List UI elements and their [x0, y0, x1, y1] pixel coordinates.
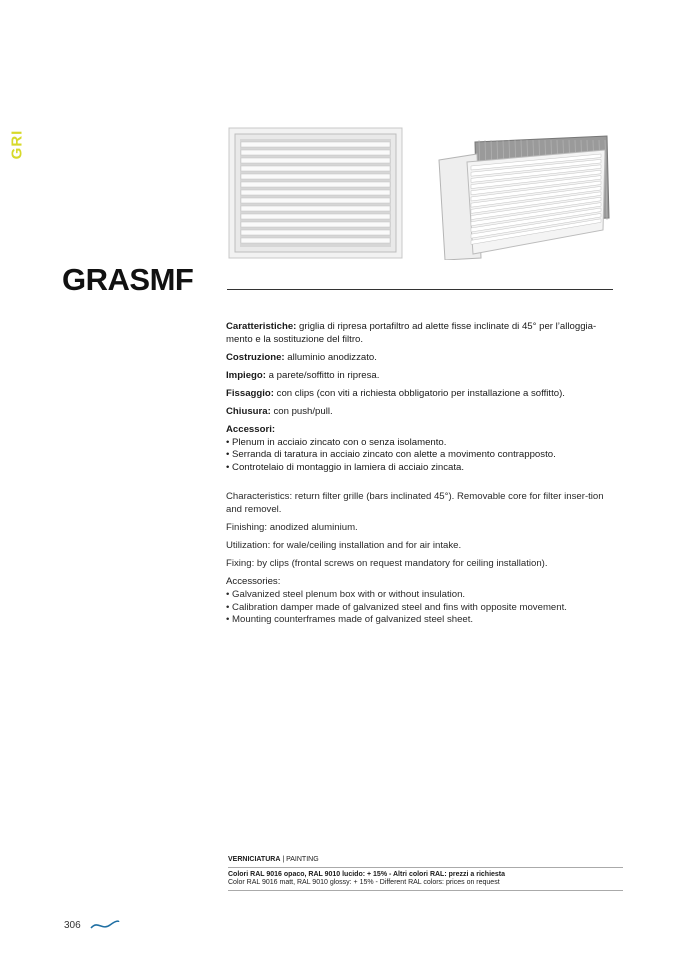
- section-tab-label: GRI: [8, 129, 26, 160]
- it-accessories: Accessori: • Plenum in acciaio zincato con o senza isolamento. • Serranda di taratura in acciaio zincato con alette a movimento contrapposto. • Controtelaio di montaggio in lamiera di acciaio zincata.: [226, 424, 616, 474]
- it-closure: Chiusura: con push/pull.: [226, 405, 333, 417]
- italian-section: [226, 321, 616, 474]
- it-fixing: Fissaggio: con clips (con viti a richiesta obbligatorio per installazione a soffitto).: [226, 387, 565, 399]
- list-item: • Controtelaio di montaggio in lamiera di acciaio zincata.: [226, 462, 616, 475]
- description: [226, 321, 616, 627]
- it-characteristics: Caratteristiche: griglia di ripresa portafiltro ad alette fisse inclinate di 45° per l’alloggia-mento e la sostituzione del filtro.: [226, 321, 597, 345]
- en-finishing: Finishing: anodized aluminium.: [226, 522, 358, 534]
- it-use: Impiego: a parete/soffitto in ripresa.: [226, 369, 380, 381]
- en-utilization: Utilization: for wale/ceiling installation and for air intake.: [226, 540, 462, 552]
- painting-line-en: Color RAL 9016 matt, RAL 9010 glossy: + 15% - Different RAL colors: prices on request: [228, 879, 500, 886]
- grille-open-filter-image: [437, 132, 615, 260]
- list-item: • Serranda di taratura in acciaio zincato con alette a movimento contrapposto.: [226, 449, 616, 462]
- en-accessories: Accessories: • Galvanized steel plenum box with or without insulation. • Calibration damper made of galvanized steel and fins with opposite movement. • Mounting counterframes made of galvanized steel sheet.: [226, 576, 616, 626]
- list-item: • Calibration damper made of galvanized steel and fins with opposite movement.: [226, 602, 616, 615]
- product-title: GRASMF: [62, 262, 194, 297]
- grille-front-image: [228, 127, 403, 259]
- en-fixing: Fixing: by clips (frontal screws on request mandatory for ceiling installation).: [226, 558, 548, 570]
- page-number: 306: [64, 920, 81, 931]
- english-section: [226, 491, 616, 626]
- painting-box: [228, 856, 623, 891]
- list-item: • Mounting counterframes made of galvanized steel sheet.: [226, 614, 616, 627]
- painting-body: [228, 868, 623, 891]
- title-divider: [227, 289, 613, 290]
- it-construction: Costruzione: alluminio anodizzato.: [226, 351, 377, 363]
- list-item: • Plenum in acciaio zincato con o senza isolamento.: [226, 437, 616, 450]
- painting-header: VERNICIATURA | PAINTING: [228, 856, 623, 868]
- wave-logo-icon: [90, 919, 120, 931]
- section-tab: [6, 128, 26, 160]
- painting-line-it: Colori RAL 9016 opaco, RAL 9010 lucido: + 15% - Altri colori RAL: prezzi a richiesta: [228, 870, 506, 878]
- en-characteristics: Characteristics: return filter grille (bars inclinated 45°). Removable core for filter inser-tion and removel.: [226, 491, 604, 516]
- list-item: • Galvanized steel plenum box with or without insulation.: [226, 589, 616, 602]
